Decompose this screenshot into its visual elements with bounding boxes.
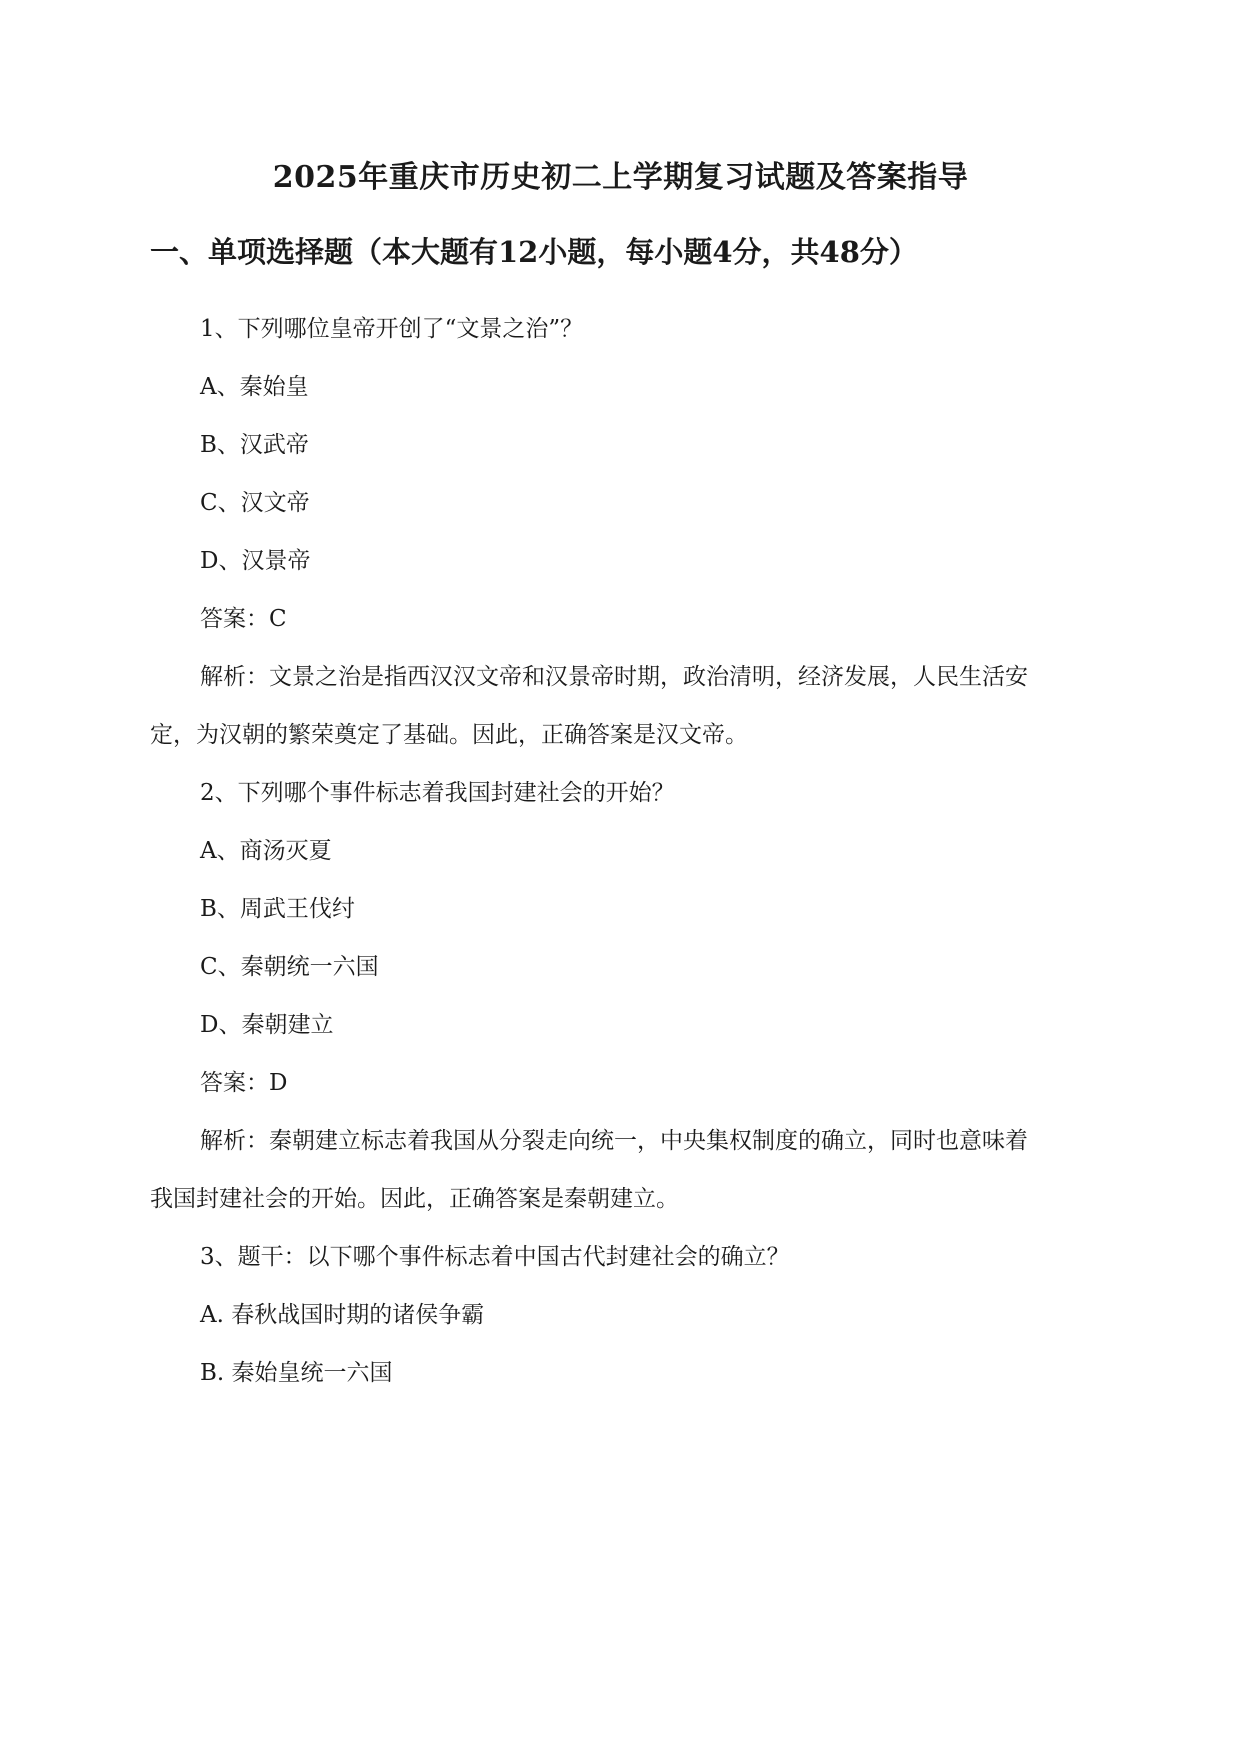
- question-2-explanation-line-1: 解析：秦朝建立标志着我国从分裂走向统一，中央集权制度的确立，同时也意味着: [200, 1128, 1028, 1154]
- question-1-answer: 答案：C: [200, 606, 287, 632]
- question-2-stem: 2、下列哪个事件标志着我国封建社会的开始？: [200, 780, 675, 806]
- question-1-stem: 1、下列哪位皇帝开创了“文景之治”？: [200, 316, 584, 342]
- question-3-stem: 3、题干：以下哪个事件标志着中国古代封建社会的确立？: [200, 1244, 790, 1270]
- document-title: 2025年重庆市历史初二上学期复习试题及答案指导: [272, 160, 969, 195]
- question-2-option-a: A、商汤灭夏: [200, 838, 332, 864]
- question-2-option-d: D、秦朝建立: [200, 1012, 334, 1038]
- question-1-explanation-line-1: 解析：文景之治是指西汉汉文帝和汉景帝时期，政治清明，经济发展，人民生活安: [200, 664, 1028, 690]
- section-heading: 一、单项选择题（本大题有12小题，每小题4分，共48分）: [150, 235, 918, 269]
- question-2-option-c: C、秦朝统一六国: [200, 954, 379, 980]
- question-1-option-a: A、秦始皇: [200, 374, 309, 400]
- question-1-option-d: D、汉景帝: [200, 548, 311, 574]
- question-2-option-b: B、周武王伐纣: [200, 896, 355, 922]
- question-2-answer: 答案：D: [200, 1070, 288, 1096]
- question-1-option-c: C、汉文帝: [200, 490, 310, 516]
- question-1-option-b: B、汉武帝: [200, 432, 309, 458]
- question-3-option-b: B. 秦始皇统一六国: [200, 1360, 393, 1386]
- question-1-explanation-line-2: 定，为汉朝的繁荣奠定了基础。因此，正确答案是汉文帝。: [150, 722, 748, 748]
- question-2-explanation-line-2: 我国封建社会的开始。因此，正确答案是秦朝建立。: [150, 1186, 679, 1212]
- question-3-option-a: A. 春秋战国时期的诸侯争霸: [200, 1302, 485, 1328]
